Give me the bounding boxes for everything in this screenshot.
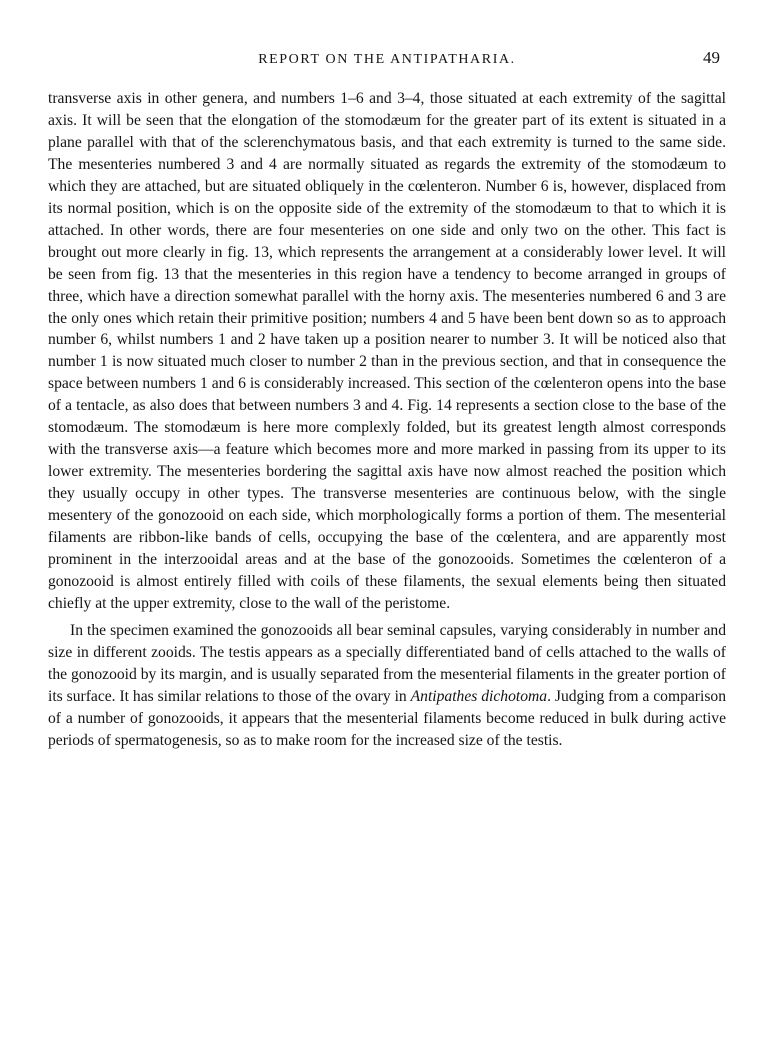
body-text (48, 88, 726, 752)
paragraph-1: transverse axis in other genera, and numbers 1–6 and 3–4, those situated at each extremity of the sagittal axis. It will be seen that the elongation of the stomodæum for the greater part of its extent is situated in a plane parallel with that of the sclerenchymatous basis, and that each extremity is turned to the same side. The mesenteries numbered 3 and 4 are normally situated as regards the extremity of the stomodæum to which they are attached, but are situated obliquely in the cœlenteron. Number 6 is, however, displaced from its normal position, which is on the opposite side of the extremity of the stomodæum to that to which it is attached. In other words, there are four mesenteries on one side and only two on the other. This fact is brought out more clearly in fig. 13, which represents the arrangement at a considerably lower level. It will be seen from fig. 13 that the mesenteries in this region have a tendency to become arranged in groups of three, which have a direction somewhat parallel with the horny axis. The mesenteries numbered 6 and 3 are the only ones which retain their primitive position; numbers 4 and 5 have been bent down so as to approach number 6, whilst numbers 1 and 2 have taken up a position nearer to number 3. It will be noticed also that number 1 is now situated much closer to number 2 than in the previous section, and that in consequence the space between numbers 1 and 6 is considerably increased. This section of the cœlenteron opens into the base of a tentacle, as also does that between numbers 3 and 4. Fig. 14 represents a section close to the base of the stomodæum. The stomodæum is here more complexly folded, but its greatest length almost corresponds with the transverse axis—a feature which becomes more and more marked in passing from its upper to its lower extremity. The mesenteries bordering the sagittal axis have now almost reached the position which they usually occupy in other types. The transverse mesenteries are continuous below, with the single mesentery of the gonozooid on each side, which morphologically forms a portion of them. The mesenterial filaments are ribbon-like bands of cells, occupying the base of the cœlentera, and are apparently most prominent in the interzooidal areas and at the base of the gonozooids. Sometimes the cœlenteron of a gonozooid is almost entirely filled with coils of these filaments, the sexual elements being then situated chiefly at the upper extremity, close to the wall of the peristome. (48, 90, 726, 612)
running-title: REPORT ON THE ANTIPATHARIA. (258, 52, 516, 67)
paragraph-2-text-start: In the specimen examined the gonozooids all bear seminal capsules, varying considerably in number and size in different zooids. The testis appears as a specially differentiated band of cells attached to the walls of the gonozooid by its margin, and is usually separated from the mesenterial filaments in the greater portion of its surface. It has similar relations to those of the ovary in (48, 621, 726, 705)
paragraph-2 (48, 620, 726, 752)
running-head (48, 46, 726, 74)
paragraph-2-text-end: . Judging from a comparison of a number of gonozooids, it appears that the mesenterial filaments become reduced in bulk during active periods of spermatogenesis, so as to make room for the increased size of the testis. (48, 687, 726, 749)
species-name: Antipathes dichotoma (410, 687, 548, 705)
page-number: 49 (703, 48, 720, 67)
document-page (48, 46, 726, 752)
